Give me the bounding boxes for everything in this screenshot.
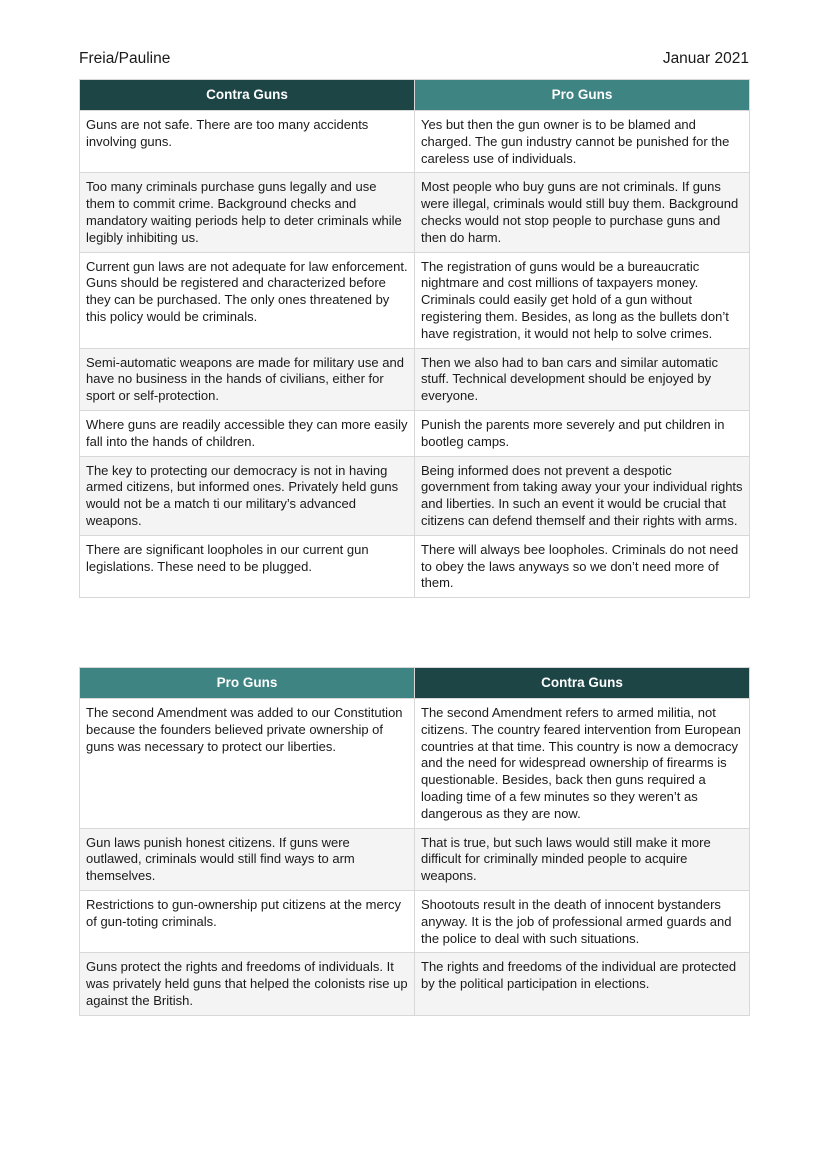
rebuttal-cell: Being informed does not prevent a despotic government from taking away your your individual rights and liberties. In such an event it would be crucial that citizens can defend themself and their rights with arms. (415, 456, 750, 535)
argument-cell: Gun laws punish honest citizens. If guns were outlawed, criminals would still find ways to arm themselves. (80, 828, 415, 890)
column-header-pro: Pro Guns (80, 668, 415, 699)
rebuttal-cell: Yes but then the gun owner is to be blamed and charged. The gun industry cannot be punished for the careless use of individuals. (415, 111, 750, 173)
rebuttal-cell: The registration of guns would be a bureaucratic nightmare and cost millions of taxpayers money. Criminals could easily get hold of a gun without registering them. Besides, as long as the bullets don’t have registration, it would not help to solve crimes. (415, 252, 750, 348)
rebuttal-cell: The rights and freedoms of the individual are protected by the political participation in elections. (415, 953, 750, 1015)
page-header (79, 49, 749, 69)
argument-cell: There are significant loopholes in our current gun legislations. These need to be plugged. (80, 535, 415, 597)
argument-cell: Where guns are readily accessible they can more easily fall into the hands of children. (80, 410, 415, 456)
argument-cell: Guns protect the rights and freedoms of individuals. It was privately held guns that helped the colonists rise up against the British. (80, 953, 415, 1015)
argument-cell: The key to protecting our democracy is not in having armed citizens, but informed ones. Privately held guns would not be a match ti our military’s advanced weapons. (80, 456, 415, 535)
table-row (80, 828, 750, 890)
author-names: Freia/Pauline (79, 50, 171, 67)
table-row (80, 953, 750, 1015)
rebuttal-cell: Most people who buy guns are not criminals. If guns were illegal, criminals would still buy them. Background checks would not stop people to purchase guns and then do harm. (415, 173, 750, 252)
argument-cell: Restrictions to gun-ownership put citizens at the mercy of gun-toting criminals. (80, 890, 415, 952)
column-header-pro: Pro Guns (415, 80, 750, 111)
argument-cell: Too many criminals purchase guns legally and use them to commit crime. Background checks and mandatory waiting periods help to deter criminals while legibly inhibiting us. (80, 173, 415, 252)
rebuttal-cell: Then we also had to ban cars and similar automatic stuff. Technical development should be enjoyed by everyone. (415, 348, 750, 410)
table-row (80, 890, 750, 952)
rebuttal-cell: Punish the parents more severely and put children in bootleg camps. (415, 410, 750, 456)
table-header-row (80, 80, 750, 111)
column-header-contra: Contra Guns (80, 80, 415, 111)
table-row (80, 535, 750, 597)
rebuttal-cell: That is true, but such laws would still make it more difficult for criminally minded people to acquire weapons. (415, 828, 750, 890)
column-header-contra: Contra Guns (415, 668, 750, 699)
argument-cell: Guns are not safe. There are too many accidents involving guns. (80, 111, 415, 173)
rebuttal-cell: There will always bee loopholes. Criminals do not need to obey the laws anyways so we don’t need more of them. (415, 535, 750, 597)
argument-cell: Semi-automatic weapons are made for military use and have no business in the hands of civilians, either for sport or self-protection. (80, 348, 415, 410)
debate-table-1 (79, 79, 750, 598)
table-row (80, 173, 750, 252)
table-row (80, 456, 750, 535)
table-header-row (80, 668, 750, 699)
table-row (80, 252, 750, 348)
argument-cell: The second Amendment was added to our Constitution because the founders believed private ownership of guns was necessary to protect our liberties. (80, 699, 415, 829)
table-row (80, 699, 750, 829)
rebuttal-cell: Shootouts result in the death of innocent bystanders anyway. It is the job of professional armed guards and the police to deal with such situations. (415, 890, 750, 952)
debate-table-2 (79, 667, 750, 1016)
table-row (80, 348, 750, 410)
document-date: Januar 2021 (662, 50, 749, 67)
table-row (80, 410, 750, 456)
rebuttal-cell: The second Amendment refers to armed militia, not citizens. The country feared intervention from European countries at that time. This country is now a democracy and the need for widespread ownership of firearms is questionable. Besides, back then guns required a loading time of a few minutes so they weren’t as dangerous as they are now. (415, 699, 750, 829)
argument-cell: Current gun laws are not adequate for law enforcement. Guns should be registered and characterized before they can be purchased. The only ones threatened by this policy would be criminals. (80, 252, 415, 348)
table-row (80, 111, 750, 173)
